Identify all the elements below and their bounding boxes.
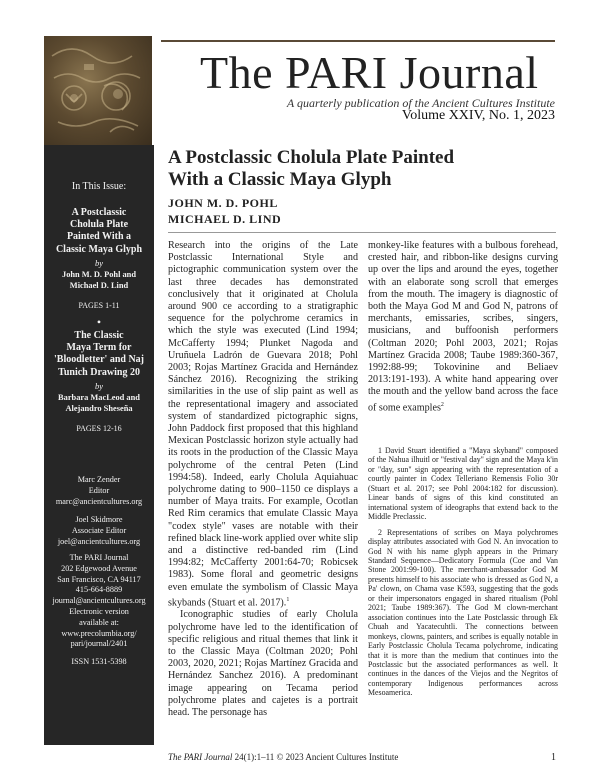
footnote-1: 1 David Stuart identified a "Maya skyband" composed of the Nahua ilhuitl or "festival day" sign and the Maya k'in or "day, sun" sign appearing with the representation of a courtly painter in Codex Telleriano Remensis Folio 30r (Stuart et al. 2017; see Pohl 2004:182 for discussion). Linear bands of signs of this kind constituted an international system of ideographs that extend back to the Middle Preclassic. xyxy=(368,446,558,522)
electronic-version-path[interactable]: pari/journal/2401 xyxy=(70,639,128,649)
author-2: MICHAEL D. LIND xyxy=(168,212,282,226)
article-title: A Postclassic Cholula Plate Painted With a Classic Maya Glyph xyxy=(168,147,455,190)
editor-email-link[interactable]: marc@ancientcultures.org xyxy=(55,496,143,506)
footnotes xyxy=(368,446,558,704)
footnote-ref-2[interactable]: 2 xyxy=(440,401,444,408)
footer-citation: The PARI Journal 24(1):1–11 © 2023 Ancient Cultures Institute xyxy=(168,752,399,762)
article-authors xyxy=(168,195,281,227)
article-body-right-column xyxy=(368,240,558,414)
journal-title: The PARI Journal xyxy=(200,47,539,98)
editor-contact: Marc Zender Editor marc@ancientcultures.org xyxy=(48,475,150,507)
sidebar-article-1[interactable] xyxy=(48,207,150,311)
associate-editor-email-link[interactable]: joel@ancientcultures.org xyxy=(57,536,141,546)
electronic-version-link[interactable]: www.precolumbia.org/ xyxy=(61,628,137,638)
sidebar-article-authors: Barbara MacLeod and Alejandro Sheseña xyxy=(58,392,140,413)
journal-email-link[interactable]: journal@ancientcultures.org xyxy=(52,596,146,606)
sidebar-article-pages: PAGES 1-11 xyxy=(78,300,120,310)
sidebar-by: by xyxy=(94,380,104,391)
body-paragraph: monkey-like features with a bulbous forehead, crested hair, and ribbon-like designs curving up over the lips and around the eyes, together with an elaborate song scroll that emerges from the mouth. The imagery is diagnostic of both the Maya God M and God N, patrons of merchants, emissaries, scribes, singers, musicians, and buffoonish performers (Coltman 2020; Pohl 2003, 2021; Rojas Martínez Gracida 2008; Taube 1989:360-367, 1992:88-99; Tokovinine and Beliaev 2013:191-193). A white hand appearing over the mouth and the yellow band across the face of some examples$^2$ xyxy=(368,240,558,413)
issue-sidebar xyxy=(44,145,154,745)
sidebar-bullet: • xyxy=(96,315,102,329)
header-top-rule xyxy=(161,40,555,42)
in-this-issue-label: In This Issue: xyxy=(71,181,127,192)
footnote-2: 2 Representations of scribes on Maya polychromes display attributes associated with God N. An invocation to God N with his name glyph appears in the Primary Standard Sequence—Dedicatory Formula (Coe and Van Stone 2001:99-100). The merchant-ambassador God M presents himself to his associate who is dressed as God N, a Pa' clown, on Chama vase K593, suggesting that the gods or their impersonators engaged in shared ritualism (Pohl 2021; Taube 1989:367). The God M clown-merchant association continues into the Late Postclassic through Ek Chuah and Yacatecuhtli. The connections between monkeys, clowns, painters, and scribes is equally notable in Early Postclassic Cholula Tecama polychrome, indicating that it is more than the medium that continues into the Postclassic but the associated performances as well. It continues in the dances of the Viejos and the Negritos of contemporary Indigenous performances across Mesoamerica. xyxy=(368,527,558,698)
journal-subtitle: A quarterly publication of the Ancient Cultures Institute xyxy=(286,96,555,110)
article-body-left-column xyxy=(168,240,358,719)
body-paragraph: Research into the origins of the Late Postclassic International Style and pictographic communication system over the last three decades has demonstrated conclusively that it originated at Cholula around 900 ce according to a stratigraphic sequence for the polychrome ceramics in which the style was executed (Lind 1994; McCafferty 1994; Plunket Nagoda and Uruñuela Ladrón de Guevara 2018; Pohl 2003; Rojas Martínez Gracida and Hernández Sánchez 2016). Recognizing the striking similarities in the use of slip paint as well as the representational imagery and associated system of standardized pictographic signs, John Paddock first proposed that this highland Mexican Postclassic horizon style actually had its roots in the production of the Classic Maya polychrome of the central Peten (Lind 1994:58). Indeed, early Cholula Aquiahuac polychrome dating to 900–1150 ce displays a number of Maya traits. For example, Ocotlan Red Rim ceramics that emulate Classic Maya "codex style" vases are notable with their refined black line-work applied over white slip and a distinctive red-banded rim (Lind 1994:82; McCafferty 2001:64-70; Robicsek 1983). Some floral and geometric designs even emulate the symbolism of Classic Maya skybands (Stuart et al. 2017).$^1$ xyxy=(168,240,358,609)
issn: ISSN 1531-5398 xyxy=(71,657,127,666)
sidebar-article-pages: PAGES 12-16 xyxy=(76,423,122,433)
author-1: JOHN M. D. POHL xyxy=(168,196,278,210)
sidebar-article-authors: John M. D. Pohl and Michael D. Lind xyxy=(62,269,136,290)
journal-logo-image xyxy=(44,36,152,145)
electronic-version: Electronic version available at: www.precolumbia.org/ pari/journal/2401 xyxy=(48,607,150,650)
footnote-ref-1[interactable]: 1 xyxy=(286,596,290,603)
sidebar-article-title: A Postclassic Cholula Plate Painted With a Classic Maya Glyph xyxy=(55,207,143,255)
journal-address: The PARI Journal 202 Edgewood Avenue San Francisco, CA 94117 415-664-8889 journal@ancientcultures.org xyxy=(48,553,150,607)
body-paragraph: Iconographic studies of early Cholula polychrome have led to the identification of specific religious and ritual themes that link it to the Classic Maya (Coltman 2020; Pohl 2003, 2020, 2021; Rojas Martínez Gracida and Hernández Sanchez 2016). A predominant image appearing on Tecama period polychrome plates and cajetes is a portrait head. The personage has xyxy=(168,609,358,719)
sidebar-article-2[interactable] xyxy=(48,330,150,434)
maya-glyph-relief-icon xyxy=(44,36,152,145)
associate-editor-contact: Joel Skidmore Associate Editor joel@ancientcultures.org xyxy=(48,515,150,547)
sidebar-by: by xyxy=(94,257,104,268)
volume-issue: Volume XXIV, No. 1, 2023 xyxy=(401,108,555,123)
author-divider xyxy=(168,232,556,233)
page-number: 1 xyxy=(551,752,556,763)
sidebar-article-title: The Classic Maya Term for 'Bloodletter' and Naj Tunich Drawing 20 xyxy=(54,330,144,378)
